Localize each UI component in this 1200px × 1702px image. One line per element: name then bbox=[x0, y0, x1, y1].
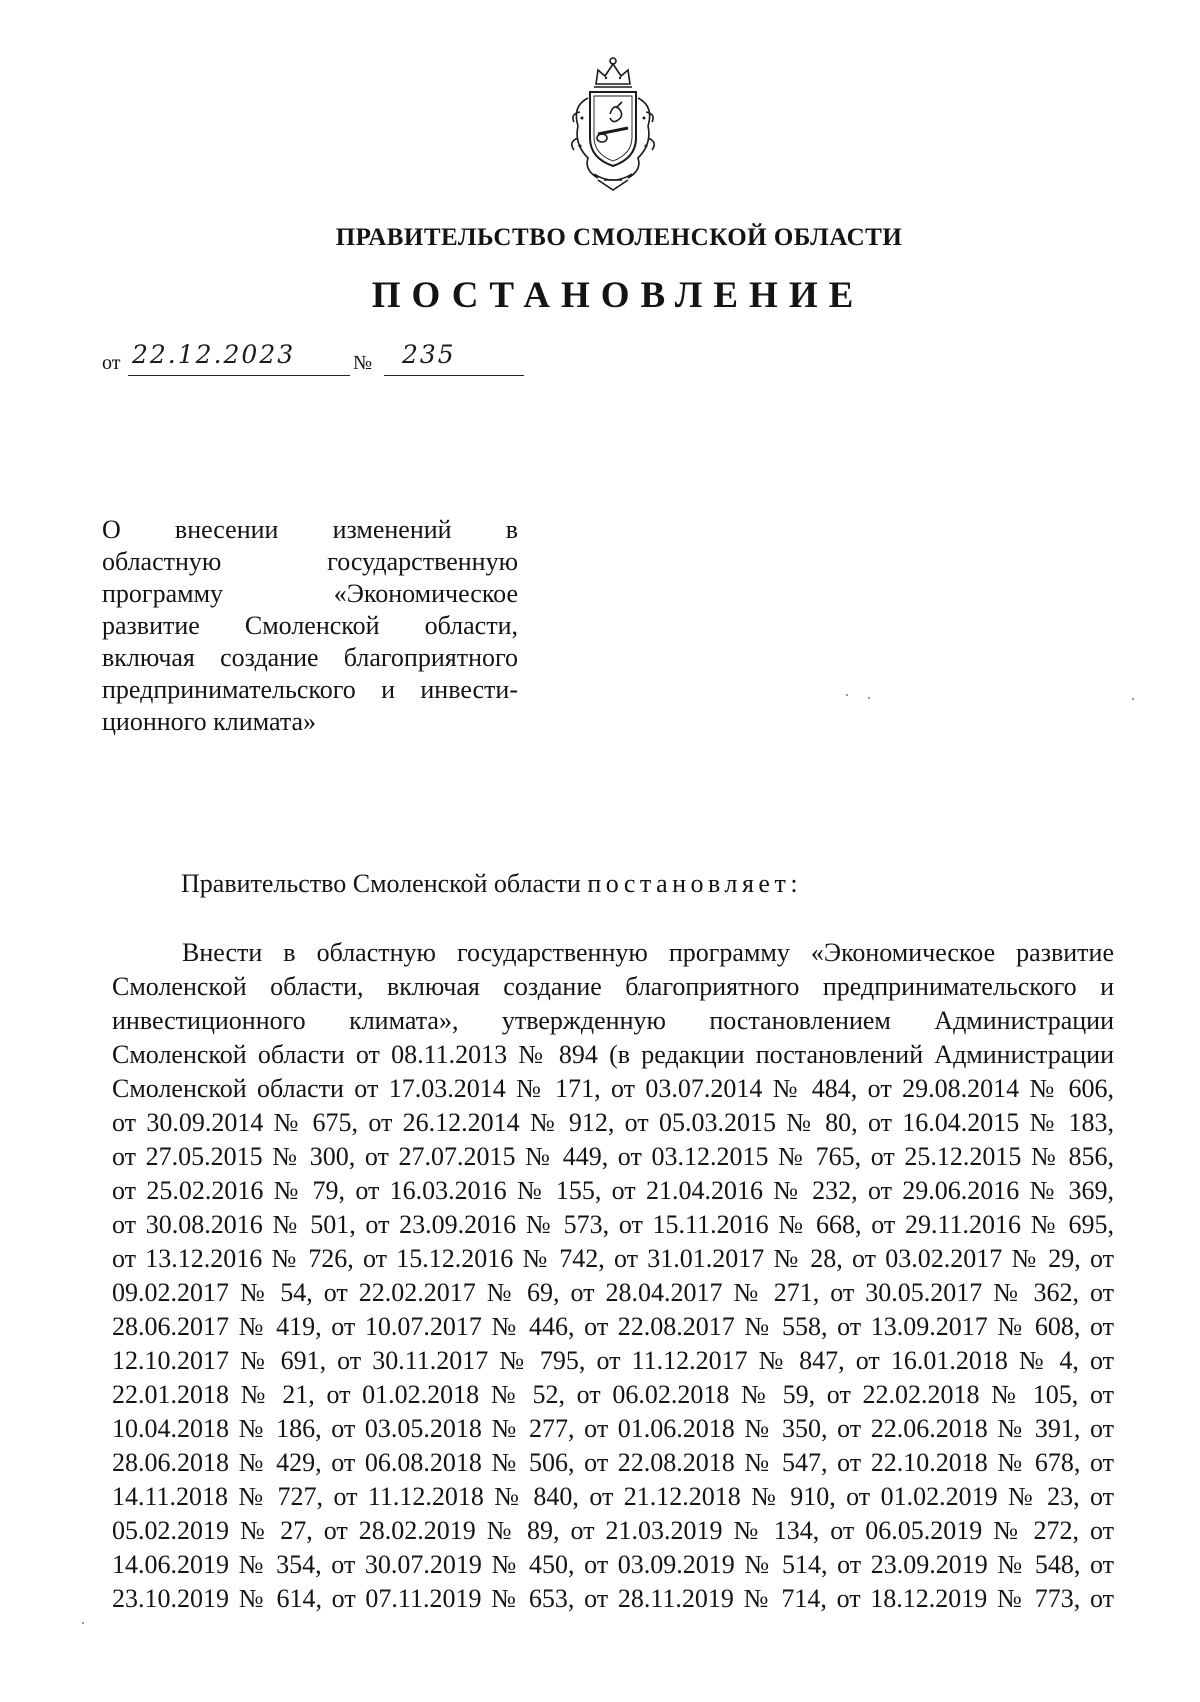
subject-line: ционного климата» bbox=[102, 707, 317, 736]
body-line: 14.11.2018 № 727, от 11.12.2018 № 840, от 21.12.2018 № 910, от 01.02.2019 № 23, от bbox=[112, 1482, 1114, 1511]
scan-speck bbox=[868, 697, 870, 699]
scan-speck bbox=[82, 1622, 84, 1624]
subject-line: программу «Экономическое bbox=[102, 579, 518, 608]
document-subject bbox=[102, 514, 518, 738]
subject-line: предпринимательского и инвести- bbox=[102, 675, 518, 704]
body-paragraph bbox=[112, 936, 1114, 1616]
body-line: инвестиционного климата», утвержденную постановлением Администрации bbox=[112, 1006, 1114, 1035]
body-line: 05.02.2019 № 27, от 28.02.2019 № 89, от 21.03.2019 № 134, от 06.05.2019 № 272, от bbox=[112, 1516, 1114, 1545]
preamble-spaced-word: постановляет: bbox=[587, 869, 803, 898]
subject-line: областную государственную bbox=[102, 547, 518, 576]
scan-speck bbox=[1132, 698, 1134, 700]
document-type-title: ПОСТАНОВЛЕНИЕ bbox=[371, 275, 865, 316]
body-line: 09.02.2017 № 54, от 22.02.2017 № 69, от 28.04.2017 № 271, от 30.05.2017 № 362, от bbox=[112, 1278, 1114, 1307]
body-line: 12.10.2017 № 691, от 30.11.2017 № 795, от 11.12.2017 № 847, от 16.01.2018 № 4, от bbox=[112, 1346, 1114, 1375]
body-line: от 30.09.2014 № 675, от 26.12.2014 № 912, от 05.03.2015 № 80, от 16.04.2015 № 183, bbox=[112, 1108, 1114, 1137]
body-line: 28.06.2017 № 419, от 10.07.2017 № 446, от 22.08.2017 № 558, от 13.09.2017 № 608, от bbox=[112, 1312, 1114, 1341]
body-line: Смоленской области от 17.03.2014 № 171, от 03.07.2014 № 484, от 29.08.2014 № 606, bbox=[112, 1074, 1114, 1103]
coat-of-arms-icon bbox=[558, 54, 668, 194]
subject-line: включая создание благоприятного bbox=[102, 643, 518, 672]
body-line: 10.04.2018 № 186, от 03.05.2018 № 277, от 01.06.2018 № 350, от 22.06.2018 № 391, от bbox=[112, 1414, 1114, 1443]
subject-line: О внесении изменений в bbox=[102, 515, 518, 544]
date-underline bbox=[128, 375, 350, 376]
body-line: от 30.08.2016 № 501, от 23.09.2016 № 573, от 15.11.2016 № 668, от 29.11.2016 № 695, bbox=[112, 1210, 1114, 1239]
number-prefix: № bbox=[353, 352, 373, 374]
number-handwritten: 235 bbox=[402, 340, 456, 369]
organization-title: ПРАВИТЕЛЬСТВО СМОЛЕНСКОЙ ОБЛАСТИ bbox=[335, 224, 903, 251]
date-prefix: от bbox=[102, 352, 121, 374]
scan-speck bbox=[846, 694, 848, 696]
body-line: Смоленской области от 08.11.2013 № 894 (в редакции постановлений Администрации bbox=[112, 1040, 1114, 1069]
body-line: 14.06.2019 № 354, от 30.07.2019 № 450, от 03.09.2019 № 514, от 23.09.2019 № 548, от bbox=[112, 1550, 1114, 1579]
body-line: 22.01.2018 № 21, от 01.02.2018 № 52, от 06.02.2018 № 59, от 22.02.2018 № 105, от bbox=[112, 1380, 1114, 1409]
number-underline bbox=[384, 375, 524, 376]
preamble bbox=[181, 869, 802, 899]
body-line: от 25.02.2016 № 79, от 16.03.2016 № 155, от 21.04.2016 № 232, от 29.06.2016 № 369, bbox=[112, 1176, 1114, 1205]
body-line: Внести в областную государственную программу «Экономическое развитие bbox=[182, 938, 1114, 967]
body-line: от 27.05.2015 № 300, от 27.07.2015 № 449, от 03.12.2015 № 765, от 25.12.2015 № 856, bbox=[112, 1142, 1114, 1171]
date-handwritten: 22.12.2023 bbox=[132, 340, 296, 369]
body-line: от 13.12.2016 № 726, от 15.12.2016 № 742, от 31.01.2017 № 28, от 03.02.2017 № 29, от bbox=[112, 1244, 1114, 1273]
subject-line: развитие Смоленской области, bbox=[102, 611, 518, 640]
body-line: 23.10.2019 № 614, от 07.11.2019 № 653, от 28.11.2019 № 714, от 18.12.2019 № 773, от bbox=[112, 1584, 1114, 1613]
preamble-text: Правительство Смоленской области bbox=[181, 869, 588, 898]
body-line: 28.06.2018 № 429, от 06.08.2018 № 506, от 22.08.2018 № 547, от 22.10.2018 № 678, от bbox=[112, 1448, 1114, 1477]
body-line: Смоленской области, включая создание благоприятного предпринимательского и bbox=[112, 972, 1114, 1001]
